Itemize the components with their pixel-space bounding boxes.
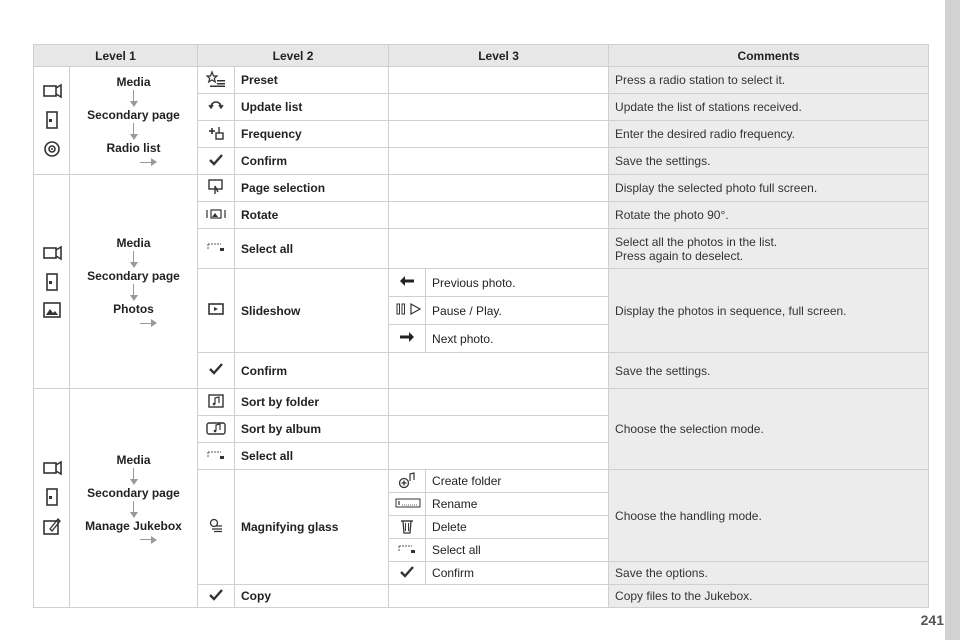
confirm-icon-cell <box>198 353 235 389</box>
level2-copy: Copy <box>235 585 389 608</box>
level3-empty <box>389 585 609 608</box>
level1-icons-radio <box>34 67 70 175</box>
level3-confirm: Confirm <box>426 562 609 585</box>
comment-rotate: Rotate the photo 90°. <box>609 202 929 229</box>
comment-page-selection: Display the selected photo full screen. <box>609 175 929 202</box>
level3-create-folder: Create folder <box>426 470 609 493</box>
comment-update-list: Update the list of stations received. <box>609 94 929 121</box>
table-row <box>34 389 929 416</box>
path-secondary-page: Secondary page <box>87 485 180 500</box>
trash-icon <box>400 518 414 534</box>
level2-select-all: Select all <box>235 443 389 470</box>
level2-slideshow: Slideshow <box>235 269 389 353</box>
path-photos: Photos <box>113 302 154 316</box>
level3-delete: Delete <box>426 516 609 539</box>
comment-confirm: Save the settings. <box>609 148 929 175</box>
path-media: Media <box>116 75 151 89</box>
checkmark-icon <box>209 154 223 166</box>
copy-icon-cell <box>198 585 235 608</box>
level3-empty <box>389 148 609 175</box>
radio-icon <box>42 139 62 159</box>
arrow-right-small-icon <box>140 536 157 544</box>
rotate-icon-cell <box>198 202 235 229</box>
comment-selection-mode: Choose the selection mode. <box>609 389 929 470</box>
level3-empty <box>389 353 609 389</box>
slideshow-icon <box>207 301 225 317</box>
header-level1: Level 1 <box>34 45 198 67</box>
level2-sort-by-folder: Sort by folder <box>235 389 389 416</box>
select-all-icon-cell <box>389 539 426 562</box>
page-edge-bar <box>945 0 960 640</box>
arrow-down-icon <box>130 284 138 301</box>
comment-slideshow: Display the photos in sequence, full screen. <box>609 269 929 353</box>
level3-previous-photo: Previous photo. <box>426 269 609 297</box>
level1-icons-jukebox <box>34 389 70 608</box>
delete-icon-cell <box>389 516 426 539</box>
comment-frequency: Enter the desired radio frequency. <box>609 121 929 148</box>
level3-empty <box>389 443 609 470</box>
level3-rename: Rename <box>426 493 609 516</box>
level3-empty <box>389 202 609 229</box>
rename-icon-cell <box>389 493 426 516</box>
select-all-icon-cell <box>198 229 235 269</box>
level3-next-photo: Next photo. <box>426 325 609 353</box>
secondary-page-icon <box>43 272 61 292</box>
secondary-page-icon <box>43 110 61 130</box>
table-header-row <box>34 45 929 67</box>
level1-path-jukebox <box>70 389 198 608</box>
checkmark-icon <box>400 566 414 578</box>
previous-icon-cell <box>389 269 426 297</box>
select-all-icon <box>206 449 226 461</box>
path-radio-list: Radio list <box>106 141 161 155</box>
level3-select-all: Select all <box>426 539 609 562</box>
create-folder-icon <box>398 471 416 489</box>
level3-empty <box>389 389 609 416</box>
checkmark-icon <box>209 589 223 601</box>
header-level3: Level 3 <box>389 45 609 67</box>
next-icon-cell <box>389 325 426 353</box>
path-media: Media <box>116 236 151 250</box>
select-all-icon <box>397 543 417 555</box>
arrow-down-icon <box>130 501 138 518</box>
media-icon <box>41 460 63 478</box>
arrow-left-icon <box>399 275 415 287</box>
arrow-down-icon <box>130 468 138 485</box>
level3-pause-play: Pause / Play. <box>426 297 609 325</box>
level2-preset: Preset <box>235 67 389 94</box>
folder-music-icon <box>207 393 225 409</box>
table-row <box>34 175 929 202</box>
rotate-icon <box>205 207 227 221</box>
slideshow-icon-cell <box>198 269 235 353</box>
arrow-down-icon <box>130 90 138 107</box>
rename-icon <box>395 497 421 509</box>
album-music-icon <box>205 420 227 436</box>
media-icon <box>41 83 63 101</box>
checkmark-icon <box>209 363 223 375</box>
select-all-icon <box>206 241 226 253</box>
page-selection-icon-cell <box>198 175 235 202</box>
pause-play-icon <box>395 302 423 316</box>
jukebox-manage-icon <box>42 516 62 536</box>
level2-rotate: Rotate <box>235 202 389 229</box>
arrow-down-icon <box>130 251 138 268</box>
path-secondary-page: Secondary page <box>87 108 180 122</box>
refresh-icon <box>208 98 224 114</box>
sort-album-icon-cell <box>198 416 235 443</box>
level2-select-all: Select all <box>235 229 389 269</box>
menu-table <box>33 44 929 608</box>
path-manage-jukebox: Manage Jukebox <box>85 518 182 533</box>
level2-magnifying-glass: Magnifying glass <box>235 470 389 585</box>
update-list-icon-cell <box>198 94 235 121</box>
level2-page-selection: Page selection <box>235 175 389 202</box>
antenna-icon <box>207 125 225 141</box>
magnifying-glass-icon-cell <box>198 470 235 585</box>
star-list-icon <box>206 70 226 88</box>
level1-icons-photos <box>34 175 70 389</box>
preset-icon-cell <box>198 67 235 94</box>
confirm-icon-cell <box>198 148 235 175</box>
path-media: Media <box>116 452 151 467</box>
comment-handling-mode: Choose the handling mode. <box>609 470 929 562</box>
table-row <box>34 67 929 94</box>
level3-empty <box>389 175 609 202</box>
arrow-right-small-icon <box>140 319 157 327</box>
confirm-icon-cell <box>389 562 426 585</box>
level1-path-radio <box>70 67 198 175</box>
comment-preset: Press a radio station to select it. <box>609 67 929 94</box>
pause-play-icon-cell <box>389 297 426 325</box>
arrow-right-small-icon <box>140 158 157 166</box>
level3-empty <box>389 94 609 121</box>
level2-frequency: Frequency <box>235 121 389 148</box>
level3-empty <box>389 67 609 94</box>
page-number: 241 <box>920 612 944 628</box>
arrow-right-icon <box>399 331 415 343</box>
level2-sort-by-album: Sort by album <box>235 416 389 443</box>
media-icon <box>41 245 63 263</box>
level3-empty <box>389 229 609 269</box>
level3-empty <box>389 121 609 148</box>
comment-save-options: Save the options. <box>609 562 929 585</box>
magnifying-glass-icon <box>208 518 224 534</box>
level2-update-list: Update list <box>235 94 389 121</box>
level1-path-photos <box>70 175 198 389</box>
header-comments: Comments <box>609 45 929 67</box>
header-level2: Level 2 <box>198 45 389 67</box>
level2-confirm: Confirm <box>235 148 389 175</box>
comment-confirm: Save the settings. <box>609 353 929 389</box>
create-folder-icon-cell <box>389 470 426 493</box>
level3-empty <box>389 416 609 443</box>
comment-copy: Copy files to the Jukebox. <box>609 585 929 608</box>
path-secondary-page: Secondary page <box>87 269 180 283</box>
level2-confirm: Confirm <box>235 353 389 389</box>
comment-select-all <box>609 229 929 269</box>
arrow-down-icon <box>130 123 138 140</box>
touch-select-icon <box>206 178 226 196</box>
frequency-icon-cell <box>198 121 235 148</box>
comment-select-all-line1: Select all the photos in the list. <box>615 234 778 249</box>
photo-icon <box>42 301 62 319</box>
sort-folder-icon-cell <box>198 389 235 416</box>
comment-select-all-line2: Press again to deselect. <box>615 248 744 263</box>
select-all-icon-cell <box>198 443 235 470</box>
secondary-page-icon <box>43 487 61 507</box>
